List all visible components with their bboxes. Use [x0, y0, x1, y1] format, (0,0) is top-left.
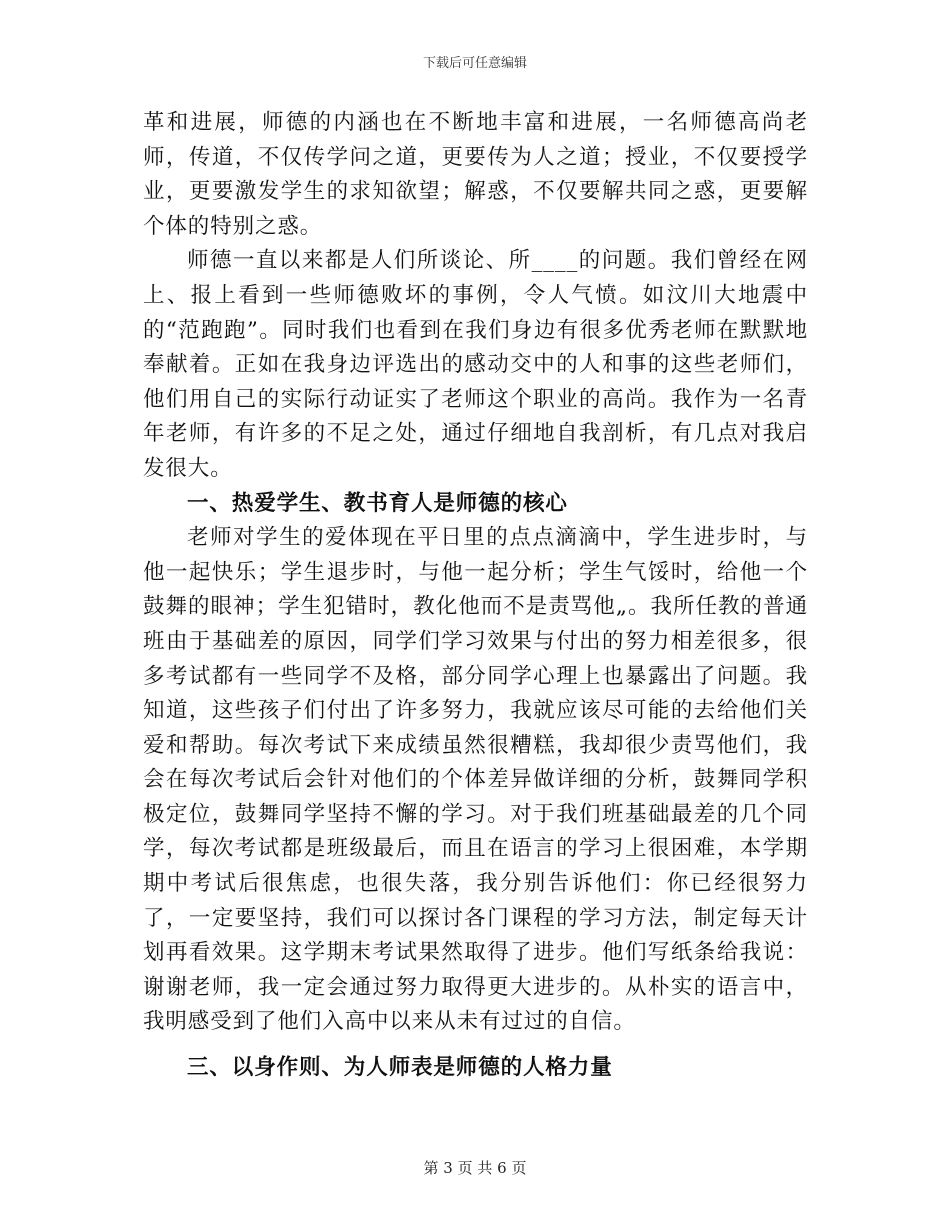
page-header: 下载后可任意编辑 [422, 56, 527, 71]
section-heading-3: 三、以身作则、为人师表是师德的人格力量 [187, 1055, 613, 1081]
paragraph-love-students: 老师对学生的爱体现在平日里的点点滴滴中，学生进步时，与他一起快乐；学生退步时，与他一起分析；学生气馁时，给他一个鼓舞的眼神；学生犯错时，教化他而不是责骂他„。我所任教的普通班由于基础差的原因，同学们学习效果与付出的努力相差很多，很多考试都有一些同学不及格，部分同学心理上也暴露出了问题。我知道，这些孩子们付出了许多努力，我就应该尽可能的去给他们关爱和帮助。每次考试下来成绩虽然很糟糕，我却很少责骂他们，我会在每次考试后会针对他们的个体差异做详细的分析，鼓舞同学积极定位，鼓舞同学坚持不懈的学习。对于我们班基础最差的几个同学，每次考试都是班级最后，而且在语言的学习上很困难，本学期期中考试后很焦虑，也很失落，我分别告诉他们：你已经很努力了，一定要坚持，我们可以探讨各门课程的学习方法，制定每天计划再看效果。这学期末考试果然取得了进步。他们写纸条给我说：谢谢老师，我一定会通过努力取得更大进步的。从朴实的语言中，我明感受到了他们入高中以来从未有过过的自信。 [143, 525, 808, 1035]
section-heading-1: 一、热爱学生、教书育人是师德的核心 [187, 490, 568, 516]
page-footer: 第 3 页 共 6 页 [423, 1159, 527, 1177]
paragraph-teacher-ethics: 师德一直以来都是人们所谈论、所____的问题。我们曾经在网上、报上看到一些师德败坏的事例，令人气愤。如汶川大地震中的“范跑跑”。同时我们也看到在我们身边有很多优秀老师在默默地奉献着。正如在我身边评选出的感动交中的人和事的这些老师们，他们用自己的实际行动证实了老师这个职业的高尚。我作为一名青年老师，有许多的不足之处，通过仔细地自我剖析，有几点对我启发很大。 [143, 248, 808, 481]
document-body [143, 106, 808, 1088]
paragraph-continuation: 革和进展，师德的内涵也在不断地丰富和进展，一名师德高尚老师，传道，不仅传学问之道，更要传为人之道；授业，不仅要授学业，更要激发学生的求知欲望；解惑，不仅要解共同之惑，更要解个体的特别之惑。 [143, 110, 808, 239]
